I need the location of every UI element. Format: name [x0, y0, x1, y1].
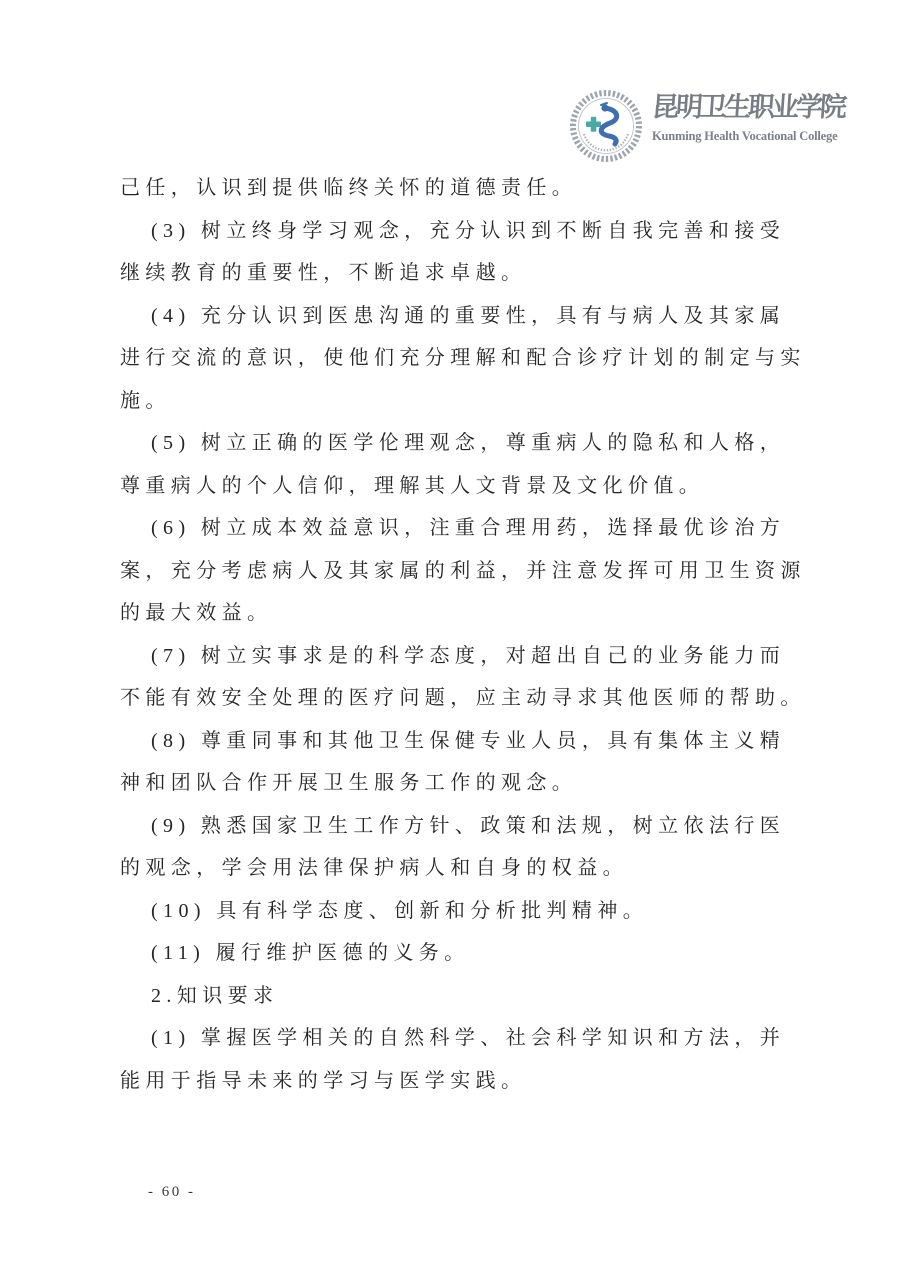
paragraph: (4) 充分认识到医患沟通的重要性，具有与病人及其家属进行交流的意识，使他们充分理解和配合诊疗计划的制定与实施。 — [120, 304, 806, 412]
college-seal-icon — [568, 88, 644, 164]
college-header — [568, 86, 850, 164]
paragraph: (3) 树立终身学习观念，充分认识到不断自我完善和接受继续教育的重要性，不断追求卓越。 — [120, 219, 786, 284]
page-number: - 60 - — [148, 1184, 196, 1200]
college-name-english: Kunming Health Vocational College — [652, 129, 838, 143]
paragraph: (7) 树立实事求是的科学态度，对超出自己的业务能力而不能有效安全处理的医疗问题，应主动寻求其他医师的帮助。 — [120, 644, 806, 709]
paragraph: (10) 具有科学态度、创新和分析批判精神。 — [151, 899, 649, 922]
paragraph: (6) 树立成本效益意识，注重合理用药，选择最优诊治方案，充分考虑病人及其家属的利益，并注意发挥可用卫生资源的最大效益。 — [120, 517, 806, 624]
paragraph: (5) 树立正确的医学伦理观念，尊重病人的隐私和人格，尊重病人的个人信仰，理解其人文背景及文化价值。 — [120, 432, 786, 497]
seal-snake-icon — [601, 103, 617, 144]
college-logo-text — [652, 90, 850, 144]
seal-cross-icon — [586, 117, 601, 132]
paragraph: (9) 熟悉国家卫生工作方针、政策和法规，树立依法行医的观念，学会用法律保护病人和自身的权益。 — [120, 814, 786, 879]
paragraph: 己任，认识到提供临终关怀的道德责任。 — [120, 177, 578, 199]
page-footer — [148, 1184, 196, 1201]
paragraph: (8) 尊重同事和其他卫生保健专业人员，具有集体主义精神和团队合作开展卫生服务工作的观念。 — [120, 729, 786, 794]
paragraph: 2.知识要求 — [151, 984, 279, 1007]
paragraph: (11) 履行维护医德的义务。 — [151, 942, 470, 964]
paragraph: (1) 掌握医学相关的自然科学、社会科学知识和方法，并能用于指导未来的学习与医学实践。 — [120, 1027, 786, 1092]
document-body — [120, 167, 806, 1102]
college-name-calligraphy: 昆明卫生职业学院 — [650, 92, 846, 122]
